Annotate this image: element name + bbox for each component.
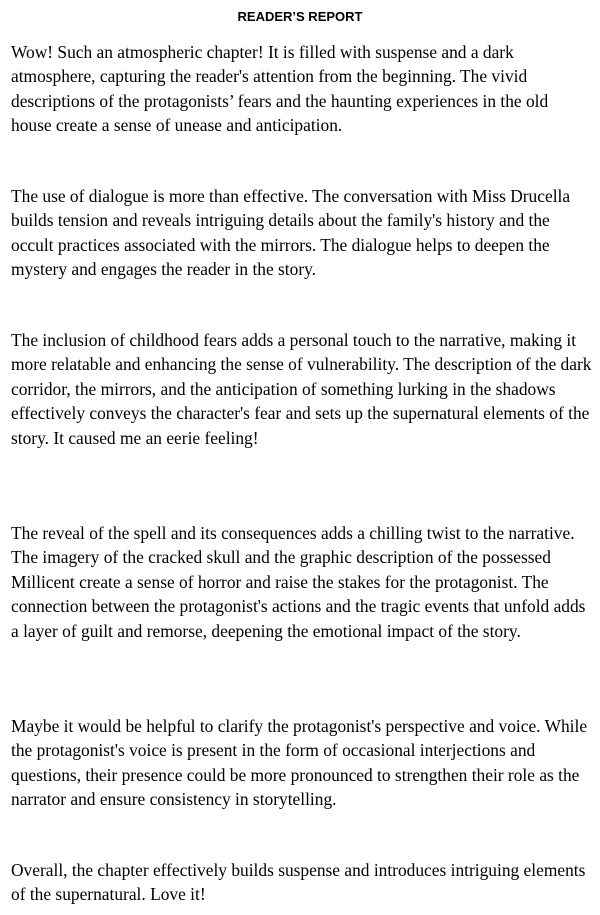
report-paragraph-4: The reveal of the spell and its consequences adds a chilling twist to the narrative. The imagery of the cracked skull and the graphic description of the possessed Millicent create a sense of horror and raise the stakes for the protagonist. The connection between the protagonist's actions and the tragic events that unfold adds a layer of guilt and remorse, deepening the emotional impact of the story. [11,523,586,641]
report-title: READER’S REPORT [237,9,363,24]
report-paragraph-1: Wow! Such an atmospheric chapter! It is filled with suspense and a dark atmosphere, capturing the reader's attention from the beginning. The vivid descriptions of the protagonists’ fears and the haunting experiences in the old house create a sense of unease and anticipation. [11,42,549,136]
report-paragraph-6: Overall, the chapter effectively builds suspense and introduces intriguing elements of the supernatural. Love it! [11,860,586,905]
report-paragraph-3: The inclusion of childhood fears adds a personal touch to the narrative, making it more relatable and enhancing the sense of vulnerability. The description of the dark corridor, the mirrors, and the anticipation of something lurking in the shadows effectively conveys the character's fear and sets up the supernatural elements of the story. It caused me an eerie feeling! [11,330,592,448]
report-paragraph-5: Maybe it would be helpful to clarify the protagonist's perspective and voice. While the protagonist's voice is present in the form of occasional interjections and questions, their presence could be more pronounced to strengthen their role as the narrator and ensure consistency in storytelling. [11,716,588,810]
report-paragraph-2: The use of dialogue is more than effective. The conversation with Miss Drucella builds tension and reveals intriguing details about the family's history and the occult practices associated with the mirrors. The dialogue helps to deepen the mystery and engages the reader in the story. [11,186,571,280]
